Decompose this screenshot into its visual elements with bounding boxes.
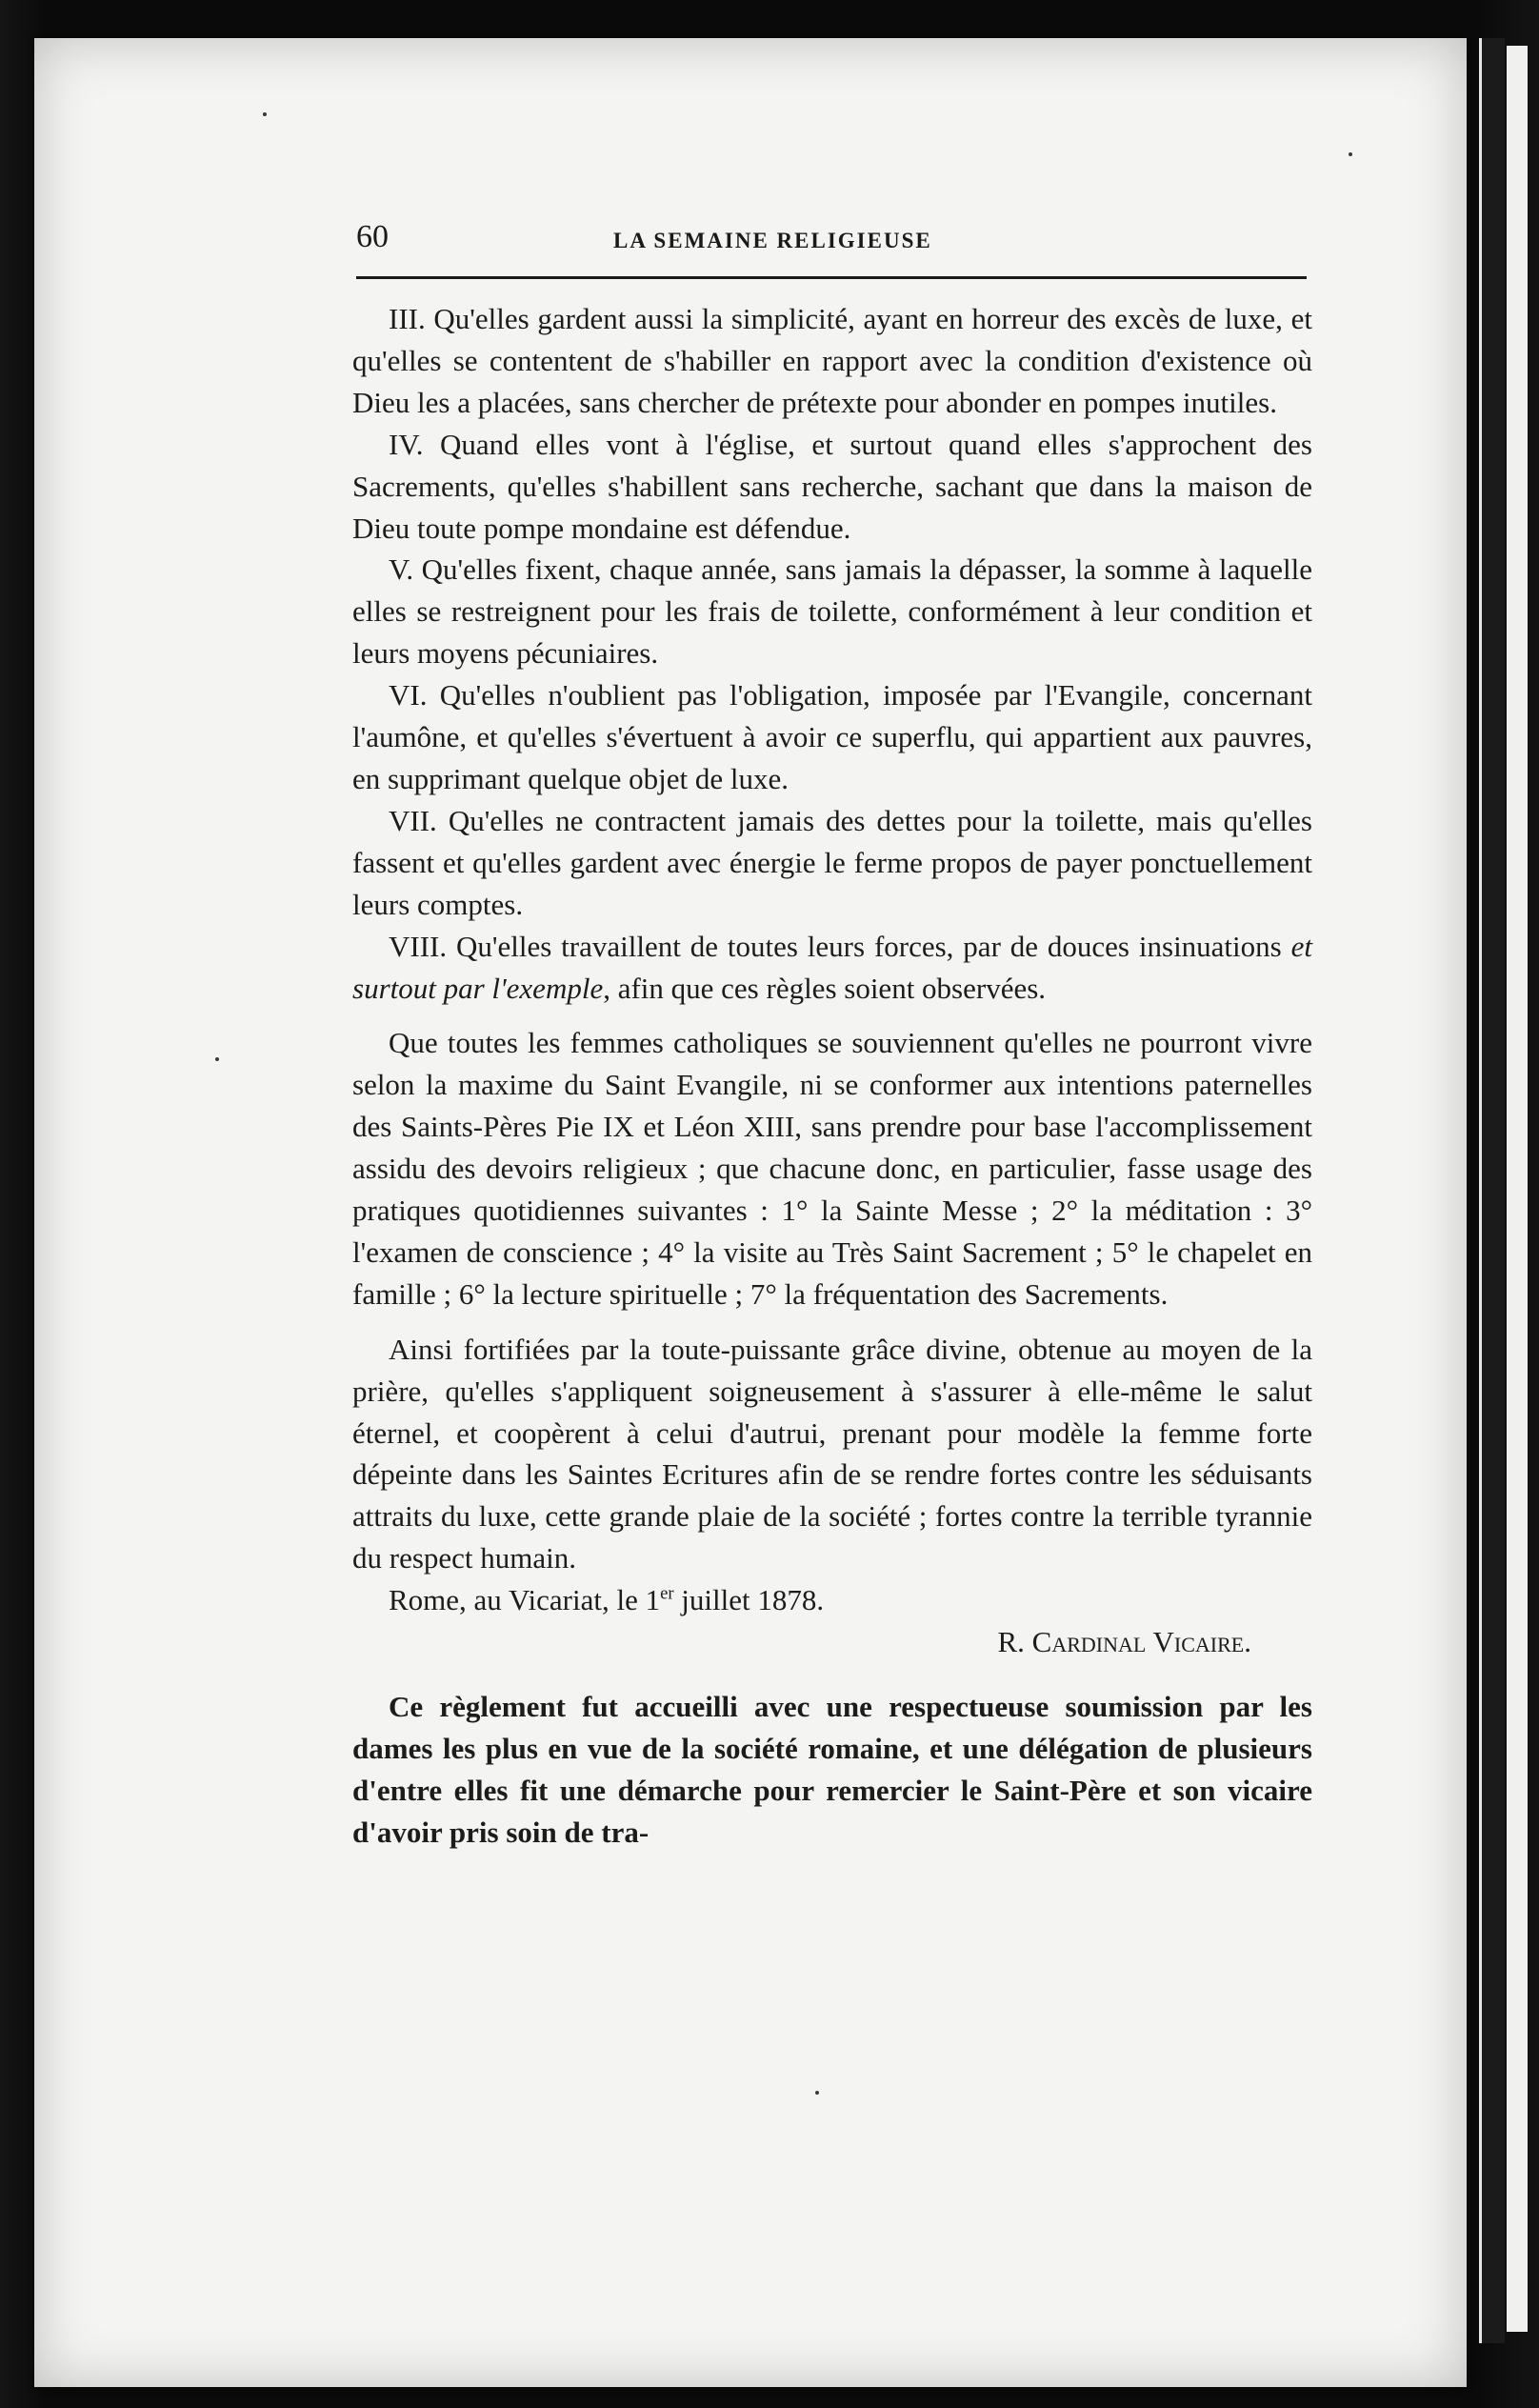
scan-edge <box>1479 38 1505 2343</box>
paragraph-article-v: V. Qu'elles fixent, chaque année, sans jamais la dépasser, la somme à laquelle elles se restreignent pour les frais de toilette, conformément à leur condition et leurs moyens pécuniaires. <box>352 552 1312 671</box>
signature: R. Cardinal Vicaire. <box>997 1625 1251 1659</box>
page-header <box>356 217 1307 279</box>
article-viii-text-end: , afin que ces règles soient observées. <box>603 971 1047 1005</box>
paragraph-article-viii <box>352 926 1312 1010</box>
paragraph-article-iii: III. Qu'elles gardent aussi la simplicité, ayant en horreur des excès de luxe, et qu'elles se contentent de s'habiller en rapport avec la condition d'existence où Dieu les a placées, sans chercher de prétexte pour abonder en pompes inutiles. <box>352 302 1312 419</box>
place-date-line <box>352 1579 1312 1621</box>
page-number: 60 <box>356 219 389 254</box>
scan-speck <box>1349 152 1352 156</box>
place-date-text-end: juillet 1878. <box>673 1583 825 1617</box>
place-date-text: Rome, au Vicariat, le 1 <box>389 1583 661 1617</box>
scan-speck <box>215 1057 219 1061</box>
article-viii-text: VIII. Qu'elles travaillent de toutes leurs forces, par de douces insinuations <box>389 929 1291 963</box>
place-date-ordinal: er <box>660 1583 674 1604</box>
paragraph-conclusion: Ainsi fortifiées par la toute-puissante grâce divine, obtenue au moyen de la prière, qu'elles s'appliquent soigneusement à s'assurer à elle-même le salut éternel, et coopèrent à celui d'autrui, prenant pour modèle la femme forte dépeinte dans les Saintes Ecritures afin de se rendre fortes contre les séduisants attraits du luxe, cette grande plaie de la société ; fortes contre la terrible tyrannie du respect humain. <box>352 1332 1312 1575</box>
paragraph-exhortation: Que toutes les femmes catholiques se souviennent qu'elles ne pourront vivre selon la maxime du Saint Evangile, ni se conformer aux intentions paternelles des Saints-Pères Pie IX et Léon XIII, sans prendre pour base l'accomplissement assidu des devoirs religieux ; que chacune donc, en particulier, fasse usage des pratiques quotidiennes suivantes : 1° la Sainte Messe ; 2° la méditation : 3° l'examen de conscience ; 4° la visite au Très Saint Sacrement ; 5° le chapelet en famille ; 6° la lecture spirituelle ; 7° la fréquentation des Sacrements. <box>352 1026 1312 1311</box>
paragraph-article-vii: VII. Qu'elles ne contractent jamais des dettes pour la toilette, mais qu'elles fassent et qu'elles gardent avec énergie le ferme propos de payer ponctuellement leurs comptes. <box>352 803 1312 921</box>
article-viii-emphasis: et surtout par l'exemple <box>352 929 1312 1005</box>
closing-paragraph: Ce règlement fut accueilli avec une respectueuse soumission par les dames les plus en vue de la société romaine, et une délégation de plusieurs d'entre elles fit une démarche pour remercier le Saint-Père et son vicaire d'avoir pris soin de tra- <box>352 1690 1312 1849</box>
scan-speck <box>263 112 267 116</box>
running-title: LA SEMAINE RELIGIEUSE <box>613 229 932 252</box>
article-body <box>352 298 1312 1854</box>
next-page-edge <box>1507 46 1528 2332</box>
scan-speck <box>815 2091 819 2095</box>
paragraph-article-iv: IV. Quand elles vont à l'église, et surtout quand elles s'approchent des Sacrements, qu'elles s'habillent sans recherche, sachant que dans la maison de Dieu toute pompe mondaine est défendue. <box>352 427 1312 545</box>
paragraph-article-vi: VI. Qu'elles n'oublient pas l'obligation, imposée par l'Evangile, concernant l'aumône, et qu'elles s'évertuent à avoir ce superflu, qui appartient aux pauvres, en supprimant quelque objet de luxe. <box>352 678 1312 795</box>
